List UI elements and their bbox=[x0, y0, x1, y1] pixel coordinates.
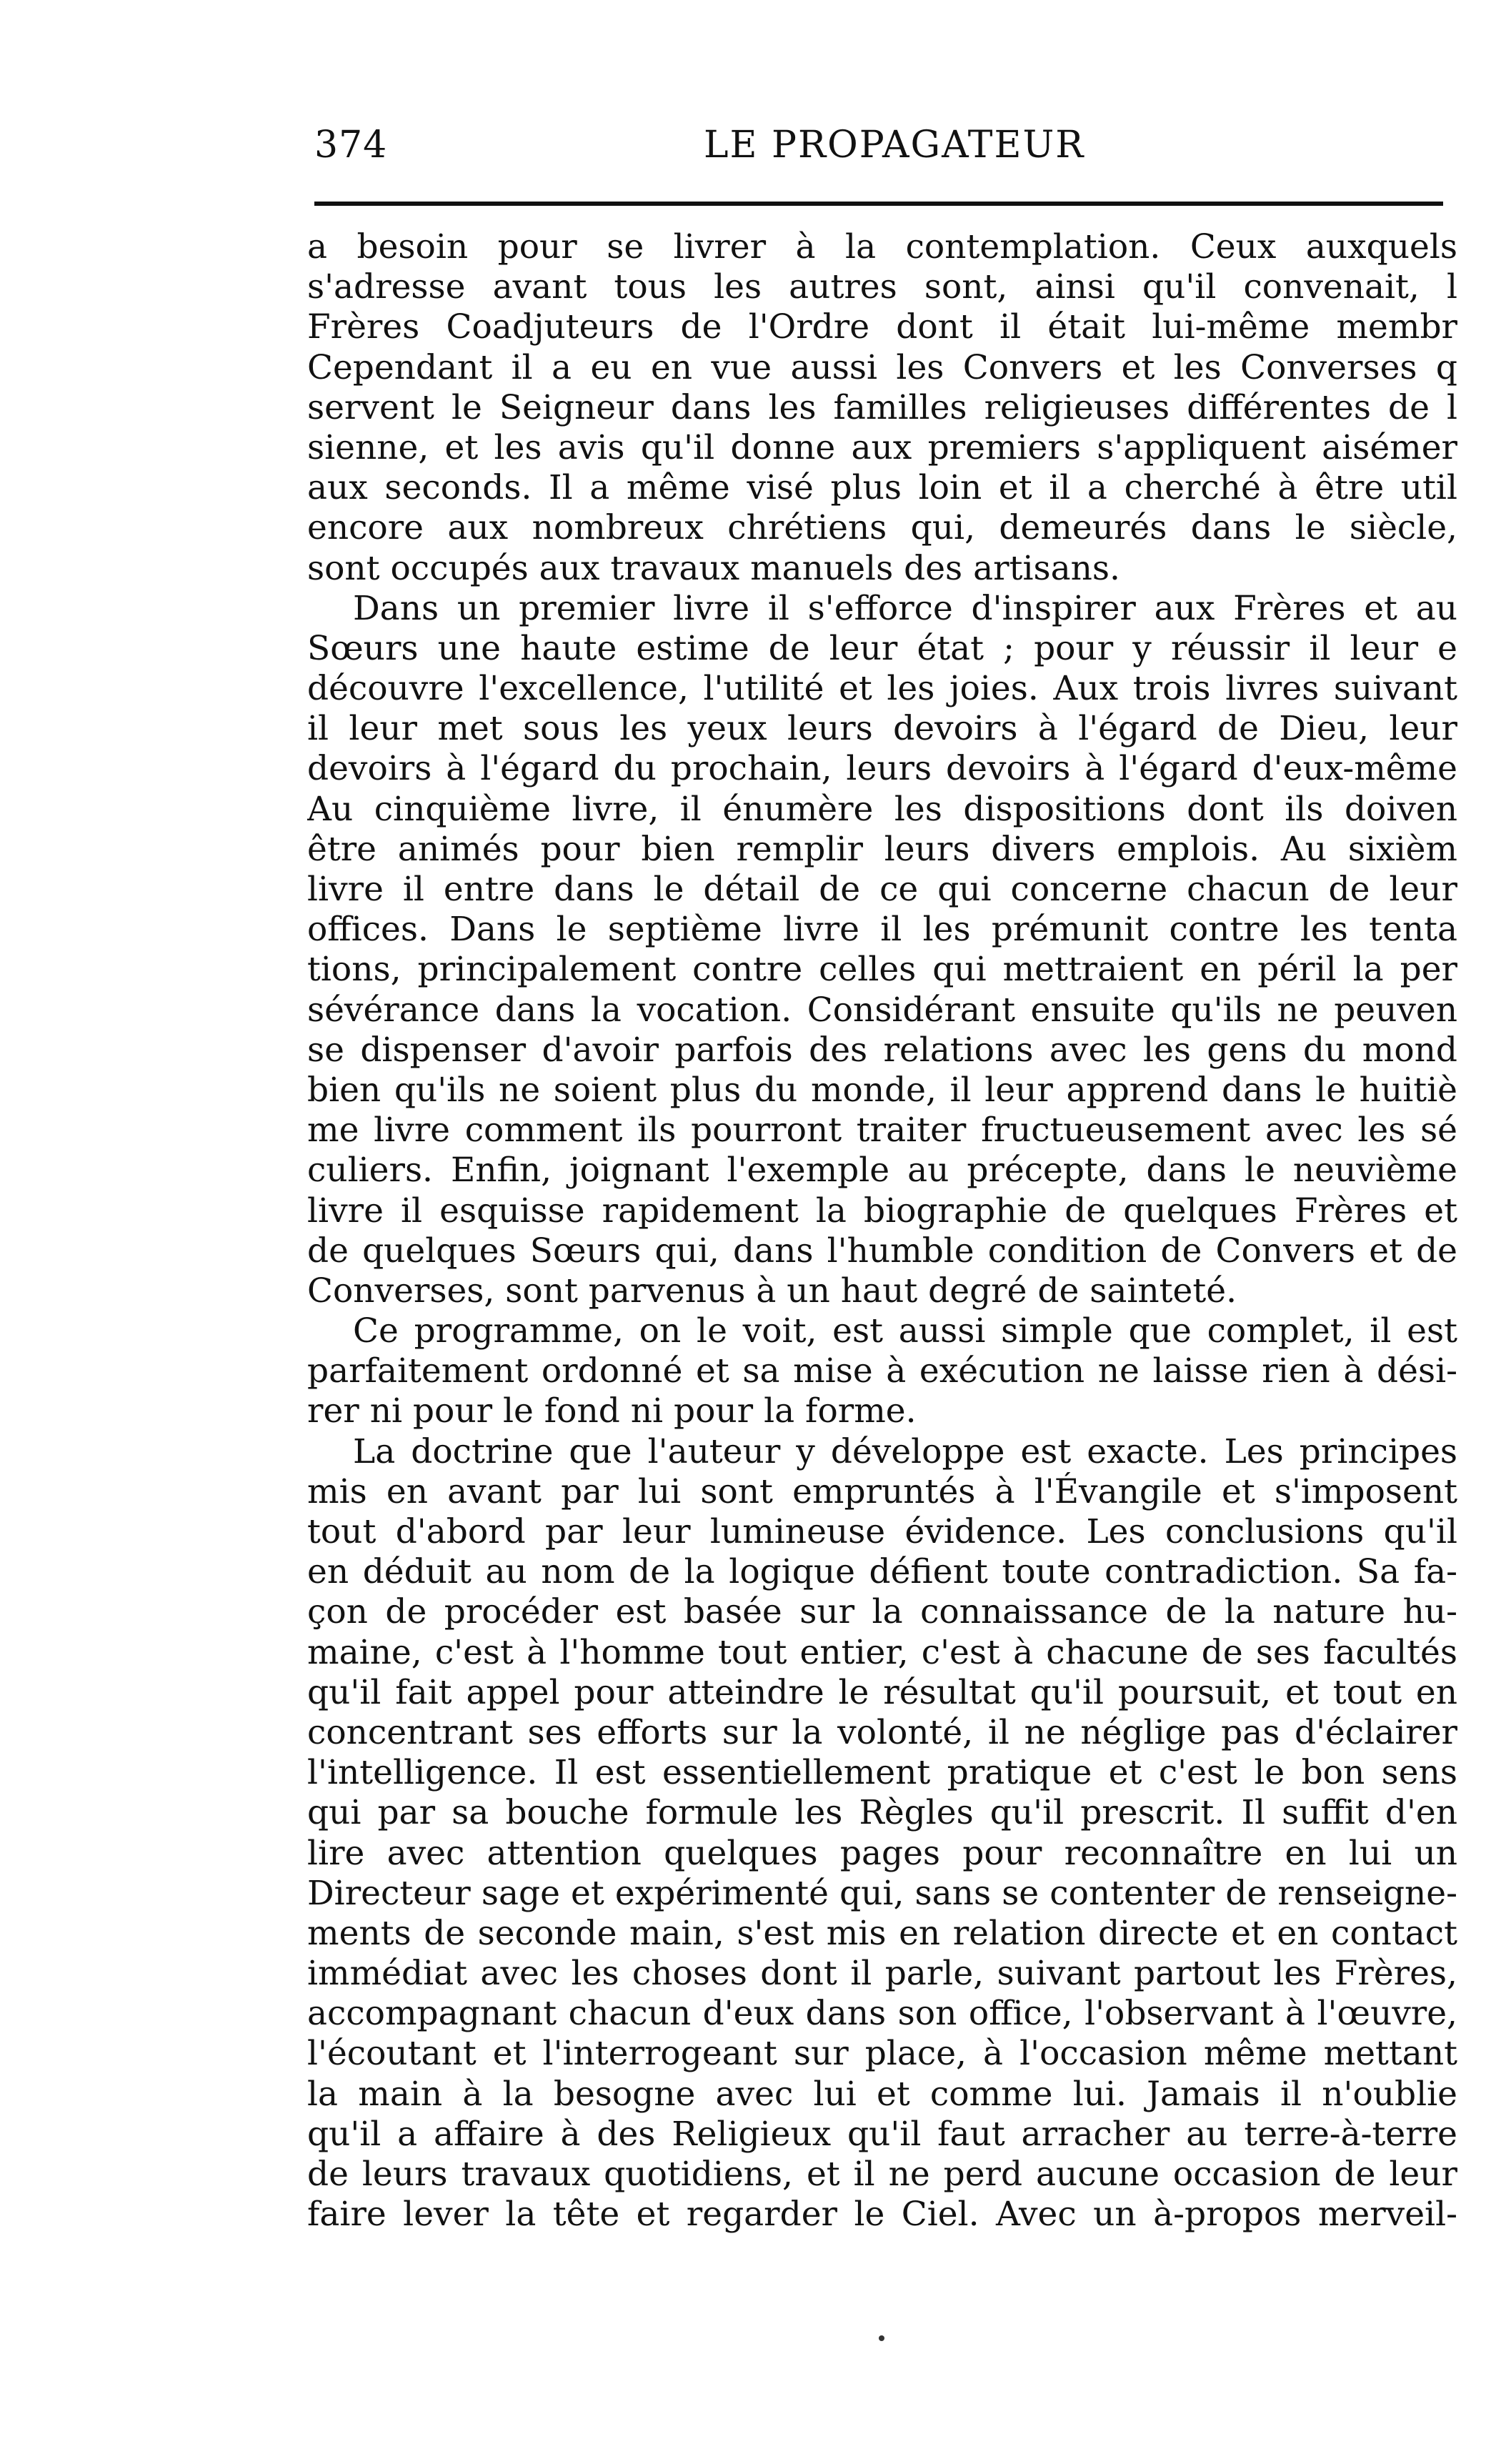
text-line: me livre comment ils pourront traiter fructueusement avec les sé bbox=[307, 1111, 1457, 1151]
text-line: devoirs à l'égard du prochain, leurs devoirs à l'égard d'eux-même bbox=[307, 749, 1457, 789]
text-line: Au cinquième livre, il énumère les dispositions dont ils doiven bbox=[307, 789, 1457, 829]
paragraph-start-line: Ce programme, on le voit, est aussi simple que complet, il est bbox=[353, 1311, 1457, 1351]
page-header bbox=[314, 118, 1443, 175]
text-line: Cependant il a eu en vue aussi les Convers et les Converses q bbox=[307, 347, 1457, 387]
text-line: de quelques Sœurs qui, dans l'humble condition de Convers et de bbox=[307, 1231, 1457, 1271]
text-line: sont occupés aux travaux manuels des artisans. bbox=[307, 548, 1120, 588]
text-line: mis en avant par lui sont empruntés à l'Évangile et s'imposent bbox=[307, 1471, 1457, 1511]
running-head: LE PROPAGATEUR bbox=[704, 124, 1085, 167]
text-line: parfaitement ordonné et sa mise à exécution ne laisse rien à dési- bbox=[307, 1351, 1457, 1391]
text-line: l'écoutant et l'interrogeant sur place, à l'occasion même mettant bbox=[307, 2034, 1457, 2074]
text-line: tout d'abord par leur lumineuse évidence. Les conclusions qu'il bbox=[307, 1512, 1457, 1551]
text-line: Frères Coadjuteurs de l'Ordre dont il était lui-même membr bbox=[307, 307, 1457, 347]
text-line: faire lever la tête et regarder le Ciel. Avec un à-propos merveil- bbox=[307, 2195, 1457, 2235]
text-line: Sœurs une haute estime de leur état ; pour y réussir il leur e bbox=[307, 628, 1457, 668]
text-line: l'intelligence. Il est essentiellement pratique et c'est le bon sens bbox=[307, 1753, 1457, 1793]
text-line: de leurs travaux quotidiens, et il ne perd aucune occasion de leur bbox=[307, 2155, 1457, 2194]
text-line: offices. Dans le septième livre il les prémunit contre les tenta bbox=[307, 910, 1457, 950]
print-speck bbox=[879, 2335, 884, 2341]
text-line: être animés pour bien remplir leurs divers emplois. Au sixièm bbox=[307, 829, 1457, 869]
text-line: bien qu'ils ne soient plus du monde, il leur apprend dans le huitiè bbox=[307, 1070, 1457, 1110]
text-line: sévérance dans la vocation. Considérant ensuite qu'ils ne peuven bbox=[307, 990, 1457, 1030]
text-line: ments de seconde main, s'est mis en relation directe et en contact bbox=[307, 1913, 1457, 1953]
text-line: servent le Seigneur dans les familles religieuses différentes de l bbox=[307, 387, 1457, 427]
text-line: la main à la besogne avec lui et comme lui. Jamais il n'oublie bbox=[307, 2074, 1457, 2114]
paragraph-start-line: La doctrine que l'auteur y développe est exacte. Les principes bbox=[353, 1431, 1457, 1471]
text-line: Directeur sage et expérimenté qui, sans se contenter de renseigne- bbox=[307, 1873, 1457, 1913]
text-line: çon de procéder est basée sur la connaissance de la nature hu- bbox=[307, 1592, 1457, 1632]
text-line: rer ni pour le fond ni pour la forme. bbox=[307, 1391, 917, 1431]
text-line: découvre l'excellence, l'utilité et les joies. Aux trois livres suivant bbox=[307, 669, 1457, 709]
text-line: accompagnant chacun d'eux dans son office, l'observant à l'œuvre, bbox=[307, 1994, 1457, 2034]
text-line: lire avec attention quelques pages pour reconnaître en lui un bbox=[307, 1833, 1457, 1873]
text-line: livre il entre dans le détail de ce qui concerne chacun de leur bbox=[307, 870, 1457, 909]
paragraph-start-line: Dans un premier livre il s'efforce d'inspirer aux Frères et au bbox=[353, 588, 1457, 628]
text-line: Converses, sont parvenus à un haut degré de sainteté. bbox=[307, 1271, 1237, 1311]
text-line: livre il esquisse rapidement la biographie de quelques Frères et bbox=[307, 1191, 1457, 1231]
text-line: aux seconds. Il a même visé plus loin et il a cherché à être util bbox=[307, 468, 1457, 508]
text-line: qu'il a affaire à des Religieux qu'il faut arracher au terre-à-terre bbox=[307, 2114, 1457, 2154]
body-text bbox=[307, 227, 1457, 2300]
text-line: s'adresse avant tous les autres sont, ainsi qu'il convenait, l bbox=[307, 267, 1457, 307]
text-line: concentrant ses efforts sur la volonté, il ne néglige pas d'éclairer bbox=[307, 1712, 1457, 1752]
text-line: se dispenser d'avoir parfois des relations avec les gens du mond bbox=[307, 1030, 1457, 1070]
text-line: culiers. Enfin, joignant l'exemple au précepte, dans le neuvième bbox=[307, 1151, 1457, 1191]
text-line: qui par sa bouche formule les Règles qu'il prescrit. Il suffit d'en bbox=[307, 1793, 1457, 1833]
text-line: maine, c'est à l'homme tout entier, c'est à chacune de ses facultés bbox=[307, 1632, 1457, 1672]
text-line: tions, principalement contre celles qui mettraient en péril la per bbox=[307, 950, 1457, 990]
text-line: immédiat avec les choses dont il parle, suivant partout les Frères, bbox=[307, 1954, 1457, 1994]
text-line: sienne, et les avis qu'il donne aux premiers s'appliquent aisémer bbox=[307, 427, 1457, 467]
text-line: a besoin pour se livrer à la contemplation. Ceux auxquels bbox=[307, 227, 1457, 267]
text-line: qu'il fait appel pour atteindre le résultat qu'il poursuit, et tout en bbox=[307, 1672, 1457, 1712]
header-rule bbox=[314, 202, 1443, 206]
page-number: 374 bbox=[314, 124, 388, 167]
text-line: encore aux nombreux chrétiens qui, demeurés dans le siècle, bbox=[307, 508, 1457, 548]
text-line: il leur met sous les yeux leurs devoirs à l'égard de Dieu, leur bbox=[307, 709, 1457, 749]
text-line: en déduit au nom de la logique défient toute contradiction. Sa fa- bbox=[307, 1552, 1457, 1592]
